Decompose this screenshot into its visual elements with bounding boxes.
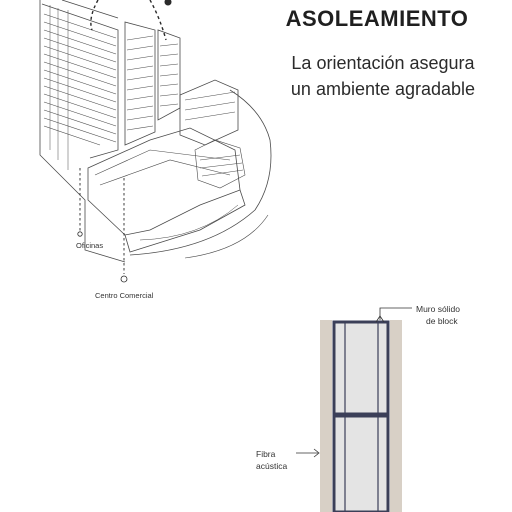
fibra-line-1: Fibra (256, 449, 276, 459)
label-muro-solido (416, 303, 460, 327)
muro-line-1: Muro sólido (416, 304, 460, 314)
fibra-line-2: acústica (256, 461, 288, 471)
label-centro-comercial: Centro Comercial (95, 291, 154, 300)
label-oficinas: Oficinas (76, 241, 104, 250)
label-fibra-acustica (256, 448, 287, 472)
subtitle-line-2: un ambiente agradable (290, 79, 476, 99)
muro-line-2: de block (426, 316, 458, 326)
page-title: ASOLEAMIENTO (285, 6, 469, 31)
subtitle-line-1: La orientación asegura (291, 53, 475, 73)
block-panel-upper (334, 322, 388, 414)
block-panel-lower (334, 416, 388, 512)
page-subtitle (268, 50, 498, 102)
